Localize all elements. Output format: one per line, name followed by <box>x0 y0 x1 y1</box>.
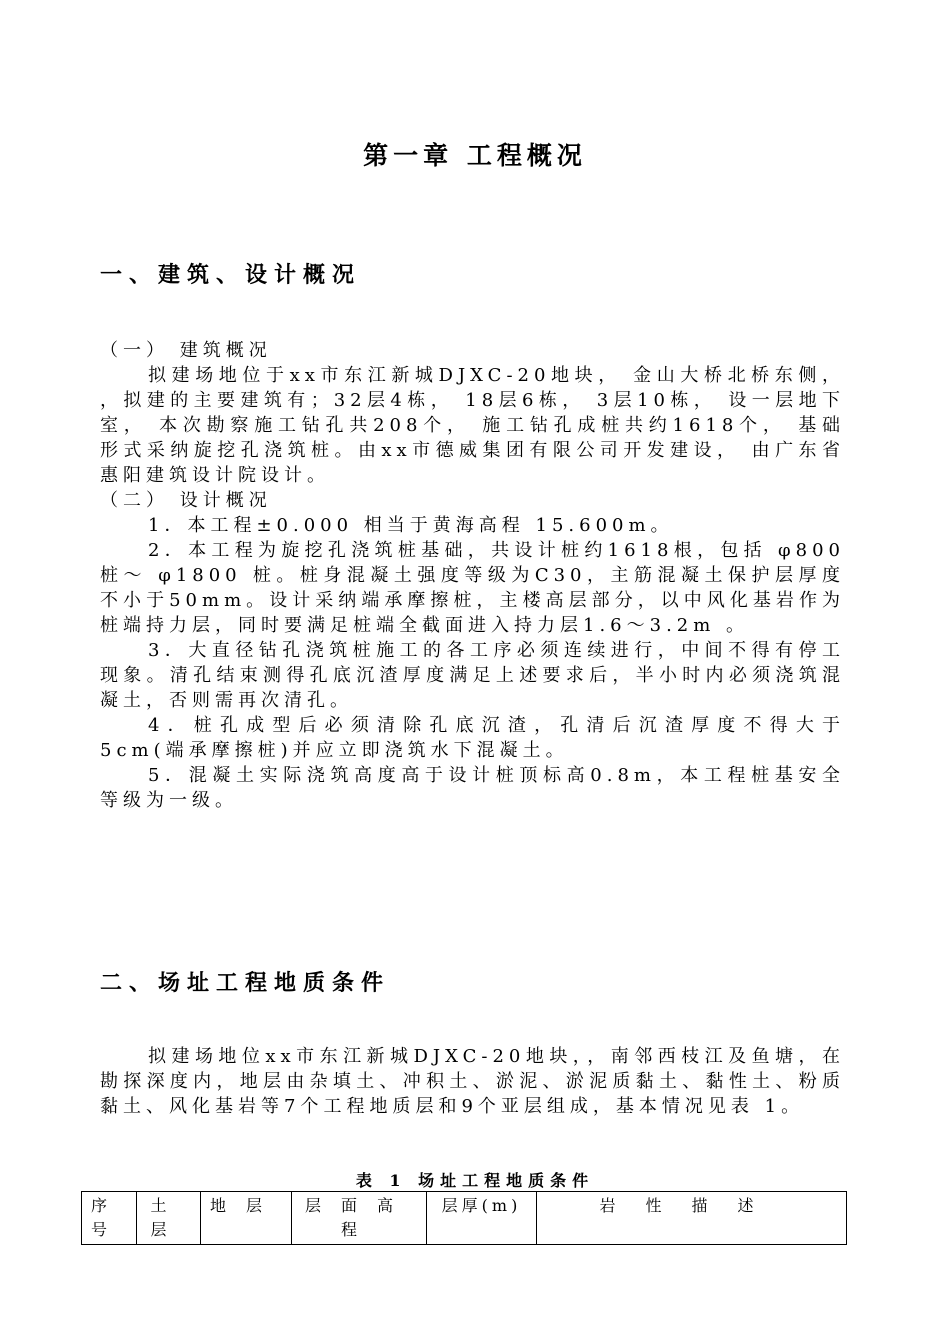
subsection-label-building: （一） 建筑概况 <box>100 340 272 361</box>
table-caption: 表 1 场址工程地质条件 <box>355 1171 595 1190</box>
building-overview-paragraph: 拟建场地位于xx市东江新城DJXC-20地块， 金山大桥北桥东侧， ，拟建的主要建筑有；32层4栋， 18层6栋， 3层10栋， 设一层地下室， 本次勘察施工钻孔共208个， 施工钻孔成桩共约1618个， 基础形式采纳旋挖孔浇筑桩。由xx市德威集团有限公司开发建设， 由广东省惠阳建筑设计院设计。 <box>100 365 845 486</box>
subsection-label-design: （二） 设计概况 <box>100 490 272 511</box>
design-item: 4．桩孔成型后必须清除孔底沉渣，孔清后沉渣厚度不得大于5cm(端承摩擦桩)并应立即浇筑水下混凝土。 <box>100 715 845 761</box>
geology-paragraph: 拟建场地位xx市东江新城DJXC-20地块，，南邻西枝江及鱼塘，在勘探深度内，地层由杂填土、冲积土、淤泥、淤泥质黏土、黏性土、粉质黏土、风化基岩等7个工程地质层和9个亚层组成，基本情况见表 1。 <box>100 1046 845 1117</box>
chapter-title: 第一章 工程概况 <box>363 141 587 170</box>
table-header-cell: 土层 <box>137 1192 201 1245</box>
design-item: 2．本工程为旋挖孔浇筑桩基础，共设计桩约1618根，包括 φ800桩～ φ1800 桩。桩身混凝土强度等级为C30，主筋混凝土保护层厚度不小于50mm。设计采纳端承摩擦桩，主楼高层部分，以中风化基岩作为桩端持力层，同时要满足桩端全截面进入持力层1.6～3.2m 。 <box>100 540 845 636</box>
table-header-cell: 层厚(m) <box>427 1192 537 1245</box>
design-item: 3．大直径钻孔浇筑桩施工的各工序必须连续进行，中间不得有停工现象。清孔结束测得孔底沉渣厚度满足上述要求后，半小时内必须浇筑混凝土，否则需再次清孔。 <box>100 640 845 711</box>
table-header-row <box>82 1192 847 1245</box>
table-header-cell: 地层 <box>201 1192 292 1245</box>
design-overview-body <box>100 338 845 813</box>
table-header-cell: 岩性描述 <box>537 1192 847 1245</box>
section-heading-geology: 二、场址工程地质条件 <box>100 971 391 996</box>
table-header-cell: 序号 <box>82 1192 137 1245</box>
geology-body <box>100 1044 845 1119</box>
design-item: 5．混凝土实际浇筑高度高于设计桩顶标高0.8m，本工程桩基安全等级为一级。 <box>100 765 845 811</box>
table-header-cell: 层面高程 <box>292 1192 427 1245</box>
section-heading-design-overview: 一、建筑、设计概况 <box>100 263 362 288</box>
geology-table <box>81 1191 847 1245</box>
design-item: 1．本工程±0.000 相当于黄海高程 15.600m。 <box>148 515 674 536</box>
